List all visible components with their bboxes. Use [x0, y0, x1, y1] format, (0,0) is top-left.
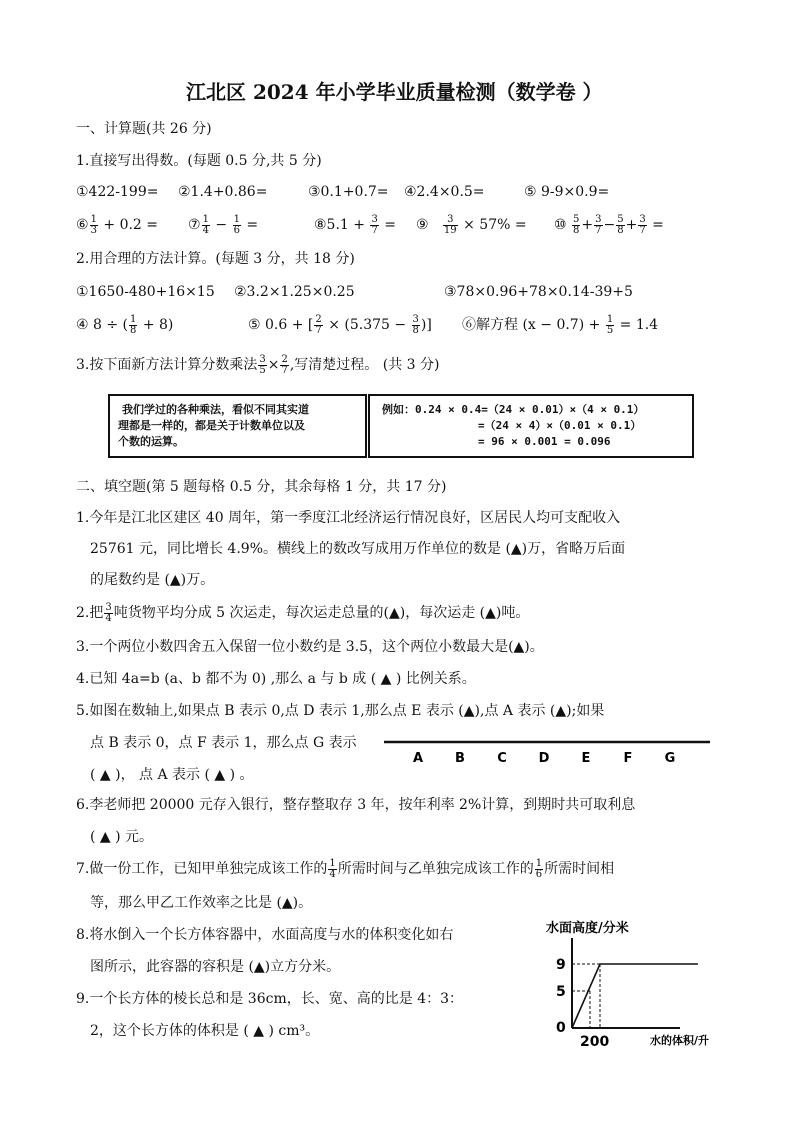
number-line-point-d: D [538, 751, 550, 766]
operator: = [652, 217, 664, 233]
question-line: ( ▲ )， 点 A 表示 ( ▲ ) 。 [90, 767, 254, 783]
fraction: $\frac{1}{4}$ [329, 857, 336, 880]
question-stem: 1.直接写出得数。(每题 0.5 分,共 5 分) [76, 153, 322, 169]
calc-item: ①422-199= [76, 184, 159, 200]
fraction: $\frac{1}{4}$ [202, 213, 209, 236]
calc-item: ⑤ 9-9×0.9= [524, 184, 610, 200]
item-rest: )] [420, 317, 432, 333]
fraction: $\frac{3}{5}$ [259, 353, 266, 376]
operator: − [215, 217, 228, 233]
y-tick-5: 5 [556, 984, 566, 1000]
example-box-right [368, 394, 694, 458]
operator: + [581, 217, 594, 233]
section-heading: 二、填空题(第 5 题每格 0.5 分，其余每格 1 分，共 17 分) [76, 479, 447, 495]
question-line: 5.如图在数轴上,如果点 B 表示 0,点 D 表示 1,那么点 E 表示 (▲),点 A 表示 (▲);如果 [76, 703, 605, 719]
fraction: $\frac{5}{8}$ [617, 213, 624, 236]
question-line: 1.今年是江北区建区 40 周年，第一季度江北经济运行情况良好，区居民人均可支配收入 [76, 510, 621, 526]
graph-xlabel: 水的体积/升 [650, 1034, 710, 1047]
calc-item [248, 312, 432, 338]
fraction: $\frac{5}{8}$ [573, 213, 580, 236]
item-rest: = [246, 217, 259, 233]
stem-text: 所需时间相 [544, 861, 615, 877]
question-line: 9.一个长方体的棱长总和是 36cm，长、宽、高的比是 4：3： [76, 991, 464, 1007]
fraction: $\frac{3}{7}$ [595, 213, 602, 236]
question-line: 8.将水倒入一个长方体容器中，水面高度与水的体积变化如右 [76, 927, 454, 943]
calc-item: ④2.4×0.5= [404, 184, 485, 200]
item-rest: = 1.4 [619, 317, 659, 333]
graph-ylabel: 水面高度/分米 [546, 921, 629, 936]
number-line-point-c: C [497, 751, 507, 766]
question-line: 图所示，此容器的容积是 (▲)立方分米。 [90, 959, 341, 975]
item-rest: + 0.2 = [103, 217, 159, 233]
item-label: ⑤ 0.6 + [ [248, 317, 314, 333]
stem-text: 吨货物平均分成 5 次运走，每次运走总量的(▲)，每次运走 (▲)吨。 [113, 605, 530, 621]
question-line: 6.李老师把 20000 元存入银行，整存整取存 3 年，按年利率 2%计算，到期时共可取利息 [76, 797, 636, 813]
calc-item: ②1.4+0.86= [178, 184, 268, 200]
fraction: $\frac{3}{7}$ [639, 213, 646, 236]
question-line: 点 B 表示 0，点 F 表示 1，那么点 G 表示 [90, 735, 357, 751]
number-line-point-g: G [664, 751, 676, 766]
stem-text: 2.把 [76, 605, 104, 621]
operator: × (5.375 − [328, 317, 407, 333]
calc-item [76, 312, 173, 338]
example-line: = 96 × 0.001 = 0.096 [478, 435, 611, 448]
fraction: $\frac{3}{7}$ [371, 213, 378, 236]
item-label: ⑧5.1 + [314, 217, 365, 233]
fraction: $\frac{1}{5}$ [606, 313, 614, 336]
item-label: ⑥ [76, 217, 89, 233]
item-rest: = [384, 217, 397, 233]
calc-item [188, 212, 258, 238]
hint-line: 我们学过的各种乘法，看似不同其实道 [122, 403, 309, 416]
water-series-line [572, 964, 698, 1028]
question-line [76, 600, 529, 626]
operator: × [267, 357, 280, 373]
item-label: ⑥解方程 (x − 0.7) + [462, 317, 601, 333]
question-line: 25761 元，同比增长 4.9%。横线上的数改写成用万作单位的数是 (▲)万，省略万后面 [90, 541, 626, 557]
calc-item [416, 212, 527, 238]
question-stem [76, 352, 439, 378]
calc-item: ③0.1+0.7= [308, 184, 389, 200]
stem-text: ,写清楚过程。 (共 3 分) [289, 357, 440, 373]
page-title: 江北区 2024 年小学毕业质量检测（数学卷 ） [186, 80, 603, 104]
calc-item [462, 312, 658, 338]
number-line-point-f: F [623, 751, 633, 766]
fraction: $\frac{3}{19}$ [443, 213, 457, 236]
fraction: $\frac{3}{4}$ [105, 601, 112, 624]
fraction: $\frac{1}{8}$ [130, 313, 137, 336]
fraction: $\frac{2}{7}$ [281, 353, 288, 376]
fraction: $\frac{2}{7}$ [315, 313, 322, 336]
item-label: ④ 8 ÷ ( [76, 317, 129, 333]
question-line [76, 856, 614, 882]
stem-text: 7.做一份工作，已知甲单独完成该工作的 [76, 861, 328, 877]
calc-item [76, 212, 158, 238]
calc-item [554, 212, 664, 238]
question-line: 2，这个长方体的体积是 ( ▲ ) cm³。 [90, 1023, 320, 1039]
fraction: $\frac{1}{3}$ [90, 213, 97, 236]
calc-item: ②3.2×1.25×0.25 [234, 284, 355, 300]
number-line-point-b: B [455, 751, 465, 766]
item-rest: + 8) [142, 317, 174, 333]
question-line: 4.已知 4a=b (a、b 都不为 0) ,那么 a 与 b 成 ( ▲ ) 比例关系。 [76, 671, 476, 687]
question-line: 等，那么甲乙工作效率之比是 (▲)。 [90, 895, 313, 911]
number-line-point-e: E [581, 751, 591, 766]
stem-text: 3.按下面新方法计算分数乘法 [76, 357, 258, 373]
y-tick-0: 0 [556, 1020, 566, 1036]
operator: − [603, 217, 616, 233]
item-label: ⑨ [416, 217, 429, 233]
item-label: ⑦ [188, 217, 201, 233]
stem-text: 所需时间与乙单独完成该工作的 [337, 861, 534, 877]
calc-item: ①1650-480+16×15 [76, 284, 215, 300]
question-line: ( ▲ ) 元。 [90, 829, 154, 845]
fraction: $\frac{1}{6}$ [233, 213, 240, 236]
calc-item: ③78×0.96+78×0.14-39+5 [444, 284, 633, 300]
number-line [382, 730, 722, 770]
question-line: 的尾数约是 (▲)万。 [90, 572, 215, 588]
x-tick-200: 200 [580, 1034, 610, 1050]
y-tick-9: 9 [556, 957, 566, 973]
section-heading: 一、计算题(共 26 分) [76, 121, 212, 137]
number-line-point-a: A [412, 751, 424, 766]
calc-item [314, 212, 396, 238]
question-line: 3.一个两位小数四舍五入保留一位小数约是 3.5，这个两位小数最大是(▲)。 [76, 639, 544, 655]
fraction: $\frac{1}{6}$ [535, 857, 543, 880]
operator: + [625, 217, 638, 233]
hint-line: 个数的运算。 [118, 435, 184, 448]
hint-line: 理都是一样的，都是关于计数单位以及 [118, 419, 305, 432]
item-label: ⑩ [554, 217, 567, 233]
hint-box-left [108, 394, 367, 458]
water-height-graph [540, 914, 740, 1054]
fraction: $\frac{3}{8}$ [412, 313, 419, 336]
example-line: 例如：0.24 × 0.4=（24 × 0.01）×（4 × 0.1） [382, 403, 645, 416]
question-stem: 2.用合理的方法计算。(每题 3 分，共 18 分) [76, 251, 355, 267]
example-line: =（24 × 4）×（0.01 × 0.1） [478, 419, 642, 432]
item-rest: × 57% = [463, 217, 527, 233]
